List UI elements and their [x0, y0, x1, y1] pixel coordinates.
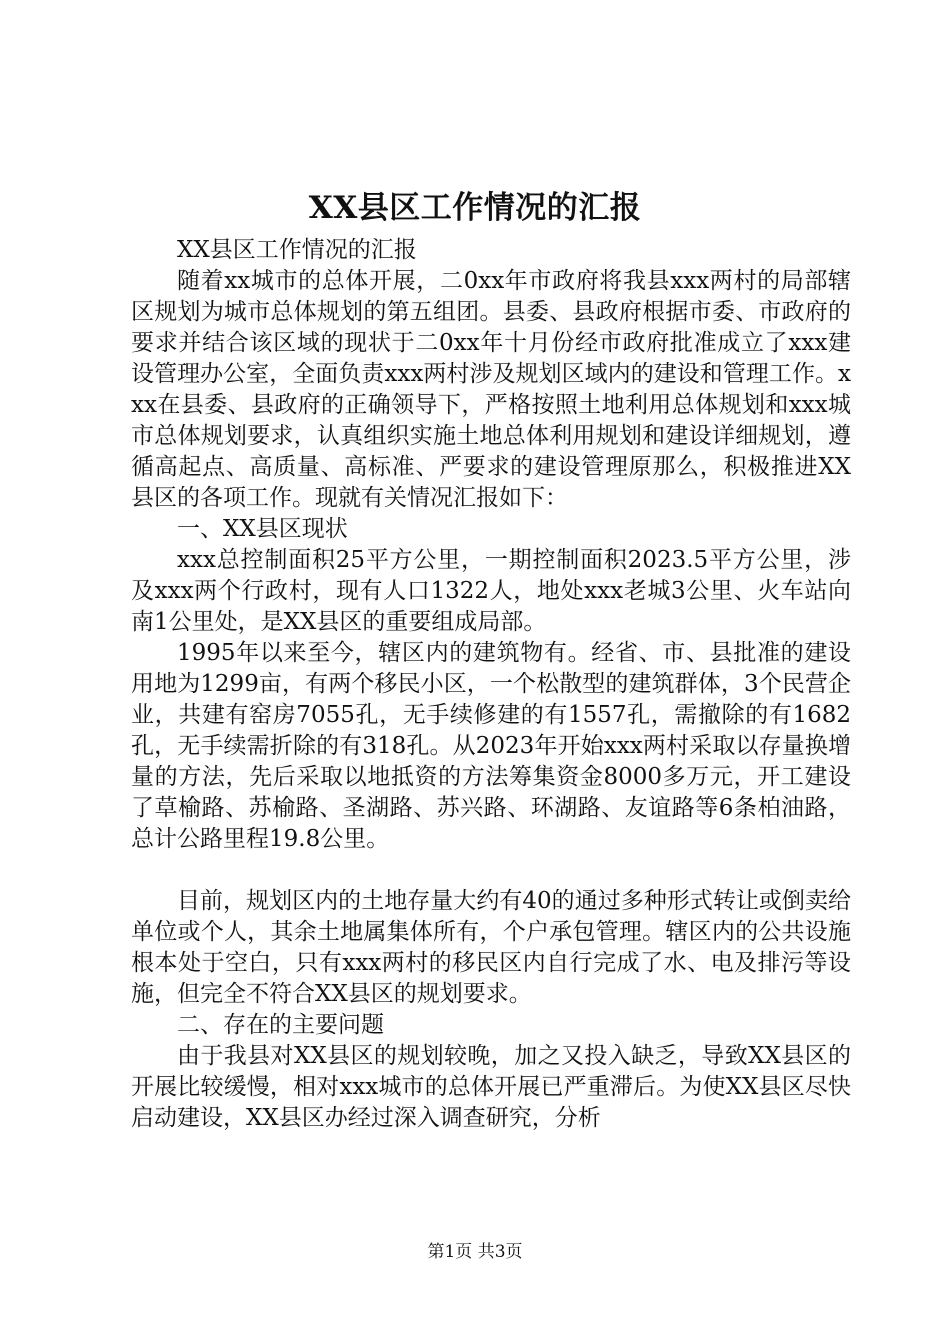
paragraph-intro: 随着xx城市的总体开展，二0xx年市政府将我县xxx两村的局部辖区规划为城市总体规划的第五组团。县委、县政府根据市委、市政府的要求并结合该区域的现状于二0xx年十月份经市政府批准成立了xxx建设管理办公室，全面负责xxx两村涉及规划区域内的建设和管理工作。xxx在县委、县政府的正确领导下，严格按照土地利用总体规划和xxx城市总体规划要求，认真组织实施土地总体利用规划和建设详细规划，遵循高起点、高质量、高标准、严要求的建设管理原那么，积极推进XX县区的各项工作。现就有关情况汇报如下： — [131, 268, 851, 511]
paragraph-area-overview: xxx总控制面积25平方公里，一期控制面积2023.5平方公里，涉及xxx两个行政村，现有人口1322人，地处xxx老城3公里、火车站向南1公里处，是XX县区的重要组成局部。 — [131, 547, 851, 635]
paragraph-subtitle: XX县区工作情况的汇报 — [177, 237, 417, 263]
paragraph-problems: 由于我县对XX县区的规划较晚，加之又投入缺乏，导致XX县区的开展比较缓慢，相对xxx城市的总体开展已严重滞后。为使XX县区尽快启动建设，XX县区办经过深入调查研究，分析 — [131, 1043, 851, 1131]
paragraph-land-status: 目前，规划区内的土地存量大约有40的通过多种形式转让或倒卖给单位或个人，其余土地属集体所有，个户承包管理。辖区内的公共设施根本处于空白，只有xxx两村的移民区内自行完成了水、电及排污等设施，但完全不符合XX县区的规划要求。 — [131, 888, 851, 1007]
paragraph-buildings: 1995年以来至今，辖区内的建筑物有。经省、市、县批准的建设用地为1299亩，有两个移民小区，一个松散型的建筑群体，3个民营企业，共建有窑房7055孔，无手续修建的有1557孔，需撤除的有1682孔，无手续需折除的有318孔。从2023年开始xxx两村采取以存量换增量的方法，先后采取以地抵资的方法筹集资金8000多万元，开工建设了草榆路、苏榆路、圣湖路、苏兴路、环湖路、友谊路等6条柏油路，总计公路里程19.8公里。 — [131, 640, 851, 852]
page-footer: 第1页 共3页 — [427, 1242, 523, 1262]
section-heading-main-problems: 二、存在的主要问题 — [177, 1012, 384, 1038]
document-title: XX县区工作情况的汇报 — [308, 190, 642, 226]
section-heading-current-status: 一、XX县区现状 — [177, 516, 348, 542]
document-body — [131, 235, 851, 1134]
